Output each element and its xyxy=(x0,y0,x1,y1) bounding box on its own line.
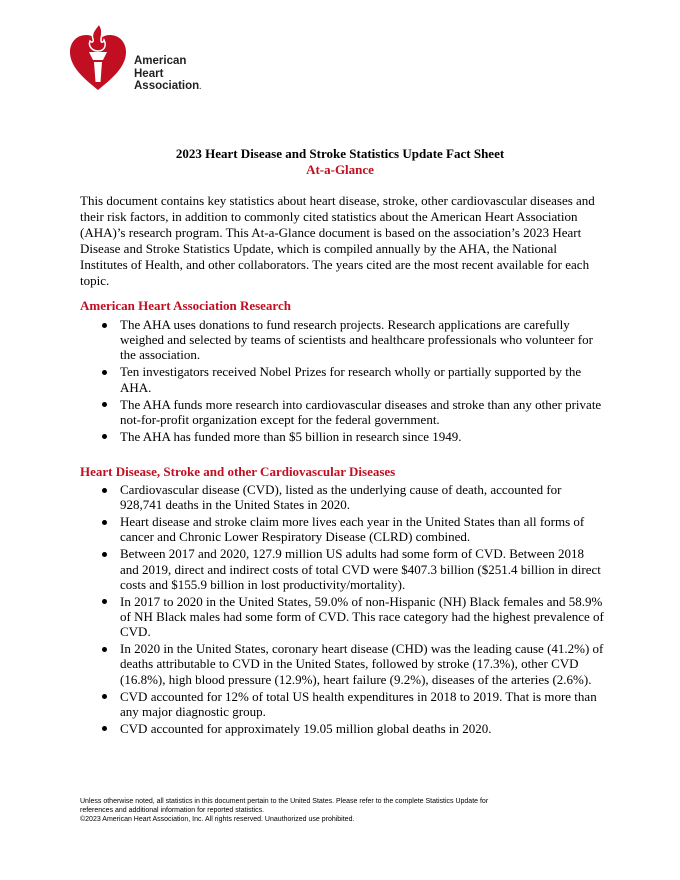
list-item xyxy=(80,429,604,444)
list-item xyxy=(80,689,604,719)
heart-torch-icon xyxy=(66,22,130,94)
list-item xyxy=(80,594,604,640)
footer-copyright: ©2023 American Heart Association, Inc. All rights reserved. Unauthorized use prohibited. xyxy=(80,816,355,823)
footer-note-line-1: Unless otherwise noted, all statistics in this document pertain to the United States. Please refer to the complete Statistics Update for xyxy=(80,798,489,805)
section-heading-cvd: Heart Disease, Stroke and other Cardiovascular Diseases xyxy=(80,464,396,479)
list-item-text: Ten investigators received Nobel Prizes for research wholly or partially supported by the AHA. xyxy=(120,364,582,395)
list-item-text: In 2017 to 2020 in the United States, 59.0% of non-Hispanic (NH) Black females and 58.9% of NH Black males had some form of CVD. This race category had the highest prevalence of CVD. xyxy=(120,593,604,640)
footer-note-line-2: references and additional information for reported statistics. xyxy=(80,807,265,814)
list-item-text: Between 2017 and 2020, 127.9 million US adults had some form of CVD. Between 2018 and 2019, direct and indirect costs of total CVD were $407.3 billion ($251.4 billion in direct costs and $155.9 billion in lost productivity/mortality). xyxy=(120,546,601,592)
list-item xyxy=(80,514,604,544)
logo-line-association xyxy=(134,80,201,95)
page-footer xyxy=(80,797,610,824)
bullet-icon xyxy=(102,520,107,525)
logo-line-american: American xyxy=(134,55,187,67)
bullet-icon xyxy=(102,694,107,699)
bullet-icon xyxy=(102,370,107,375)
section-heading-research: American Heart Association Research xyxy=(80,298,291,313)
bullet-icon xyxy=(102,323,107,328)
aha-logo xyxy=(66,22,226,94)
research-bullet-list xyxy=(80,317,604,446)
list-item-text: The AHA funds more research into cardiovascular diseases and stroke than any other private not-for-profit organization except for the federal government. xyxy=(120,396,602,427)
logo-association-text: Association xyxy=(134,80,200,92)
bullet-icon xyxy=(102,599,107,604)
list-item-text: CVD accounted for 12% of total US health expenditures in 2018 to 2019. That is more than any major diagnostic group. xyxy=(120,688,597,719)
bullet-icon xyxy=(102,552,107,557)
logo-registered-mark: . xyxy=(199,84,202,91)
cvd-bullet-list xyxy=(80,482,604,738)
list-item-text: In 2020 in the United States, coronary heart disease (CHD) was the leading cause (41.2%) of deaths attributable to CVD in the United States, followed by stroke (17.3%), other CVD (16.8%), high blood pressure (12.9%), heart failure (9.2%), diseases of the arteries (2.6%). xyxy=(120,641,604,687)
list-item-text: Cardiovascular disease (CVD), listed as the underlying cause of death, accounted for 928,741 deaths in the United States in 2020. xyxy=(120,482,562,513)
list-item xyxy=(80,546,604,592)
list-item-text: Heart disease and stroke claim more lives each year in the United States than all forms of cancer and Chronic Lower Respiratory Disease (CLRD) combined. xyxy=(120,514,585,545)
intro-paragraph: This document contains key statistics about heart disease, stroke, other cardiovascular diseases and their risk factors, in addition to commonly cited statistics about the American Heart Association (AHA)’s research program. This At-a-Glance document is based on the association’s 2023 Heart Disease and Stroke Statistics Update, which is compiled annually by the AHA, the National Institutes of Health, and other collaborators. The years cited are the most recent available for each topic. xyxy=(80,193,595,288)
logo-line-heart: Heart xyxy=(134,67,164,80)
list-item xyxy=(80,364,604,394)
bullet-icon xyxy=(102,726,107,731)
bullet-icon xyxy=(102,488,107,493)
list-item-text: The AHA has funded more than $5 billion in research since 1949. xyxy=(120,428,462,444)
list-item-text: The AHA uses donations to fund research projects. Research applications are carefully weighed and selected by teams of scientists and healthcare professionals who volunteer for the association. xyxy=(120,317,593,363)
list-item-text: CVD accounted for approximately 19.05 million global deaths in 2020. xyxy=(120,720,492,736)
bullet-icon xyxy=(102,402,107,407)
bullet-icon xyxy=(102,434,107,439)
page-title: 2023 Heart Disease and Stroke Statistics Update Fact Sheet xyxy=(175,146,505,161)
list-item xyxy=(80,397,604,427)
list-item xyxy=(80,641,604,687)
list-item xyxy=(80,317,604,363)
bullet-icon xyxy=(102,647,107,652)
page-subtitle: At-a-Glance xyxy=(306,162,374,177)
logo-wordmark xyxy=(134,55,201,95)
list-item xyxy=(80,721,604,736)
list-item xyxy=(80,482,604,512)
